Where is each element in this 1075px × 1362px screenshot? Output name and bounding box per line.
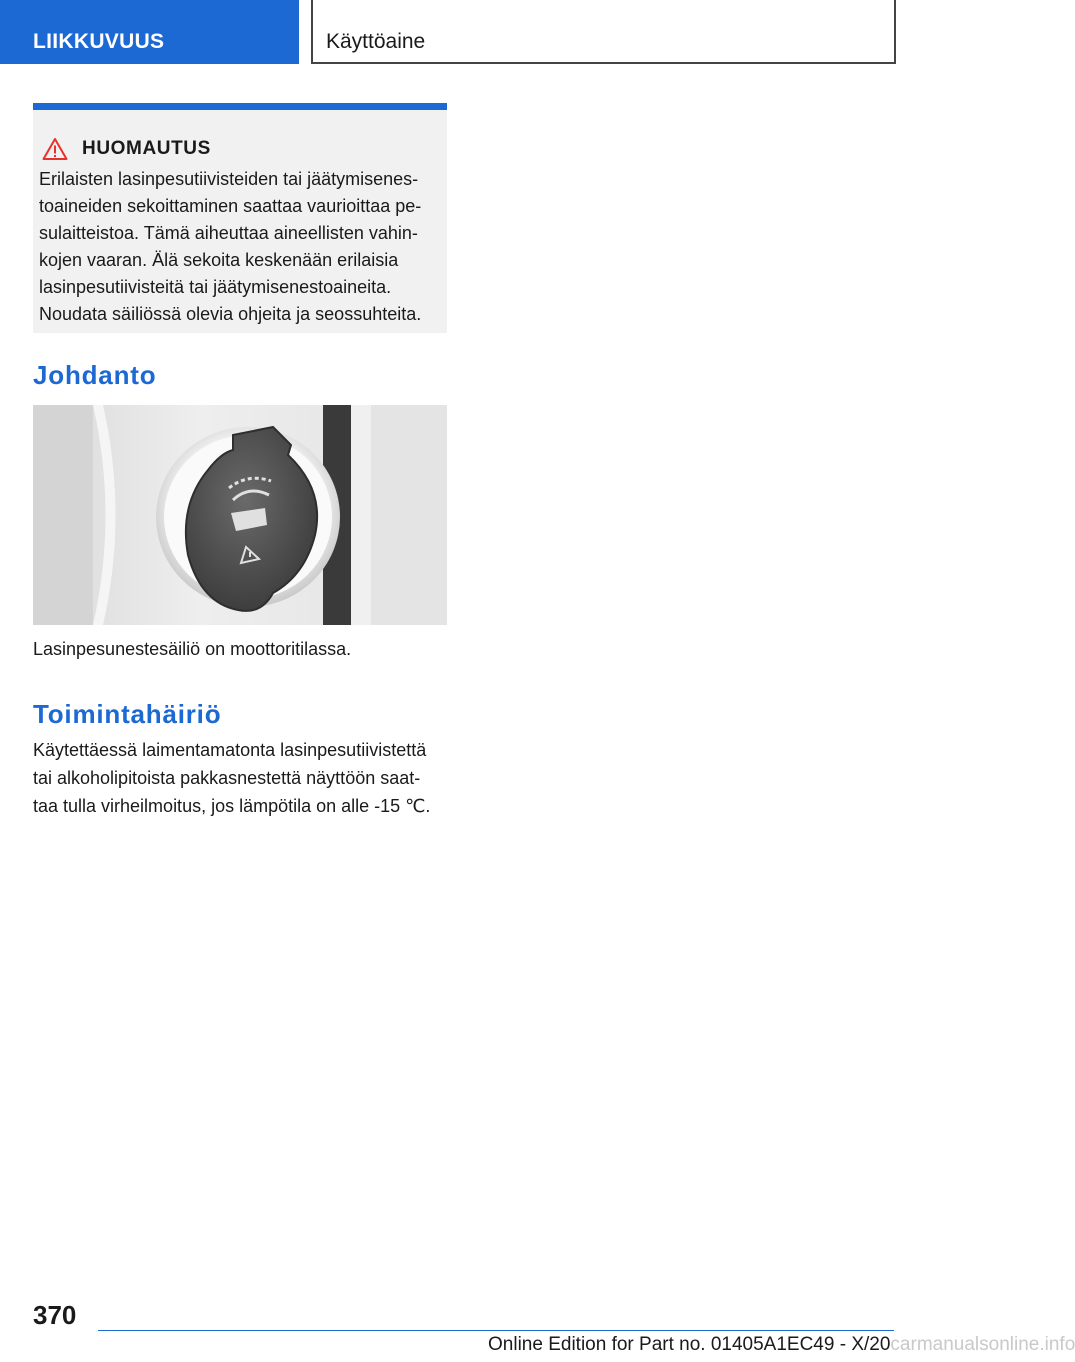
footer-rule: [98, 1330, 894, 1331]
notice-box: [33, 103, 447, 333]
chapter-header: [311, 0, 896, 64]
heading-johdanto: Johdanto: [33, 360, 157, 390]
section-title: LIIKKUVUUS: [33, 30, 165, 53]
notice-line: lasinpesutiivisteitä tai jäätymisenestoaineita.: [39, 277, 392, 297]
notice-line: toaineiden sekoittaminen saattaa vaurioittaa pe-: [39, 196, 422, 216]
heading-toimintahairio: Toimintahäiriö: [33, 699, 222, 729]
warning-triangle-icon: [42, 137, 68, 161]
malfunction-text: [33, 736, 453, 820]
page-number: 370: [33, 1300, 77, 1330]
footer-edition: [488, 1334, 1075, 1356]
paragraph-line: taa tulla virheilmoitus, jos lämpötila on alle -15 ℃.: [33, 796, 431, 816]
notice-title: HUOMAUTUS: [82, 138, 211, 159]
chapter-title: Käyttöaine: [326, 30, 426, 53]
notice-line: Erilaisten lasinpesutiivisteiden tai jäätymisenes-: [39, 169, 419, 189]
washer-fluid-cap-photo: [33, 405, 447, 625]
paragraph-line: Käytettäessä laimentamatonta lasinpesutiivistettä: [33, 740, 427, 760]
paragraph-line: tai alkoholipitoista pakkasnestettä näyttöön saat-: [33, 768, 421, 788]
edition-text: Online Edition for Part no. 01405A1EC49 - X/20: [488, 1334, 891, 1355]
notice-line: kojen vaaran. Älä sekoita keskenään erilaisia: [39, 250, 399, 270]
notice-line: Noudata säiliössä olevia ohjeita ja seossuhteita.: [39, 304, 422, 324]
notice-text: [39, 166, 444, 328]
notice-header: [42, 136, 211, 162]
watermark: carmanualsonline.info: [890, 1334, 1075, 1355]
section-tab[interactable]: [0, 0, 299, 64]
photo-caption: Lasinpesunestesäiliö on moottoritilassa.: [33, 639, 352, 659]
notice-line: sulaitteistoa. Tämä aiheuttaa aineellisten vahin-: [39, 223, 418, 243]
